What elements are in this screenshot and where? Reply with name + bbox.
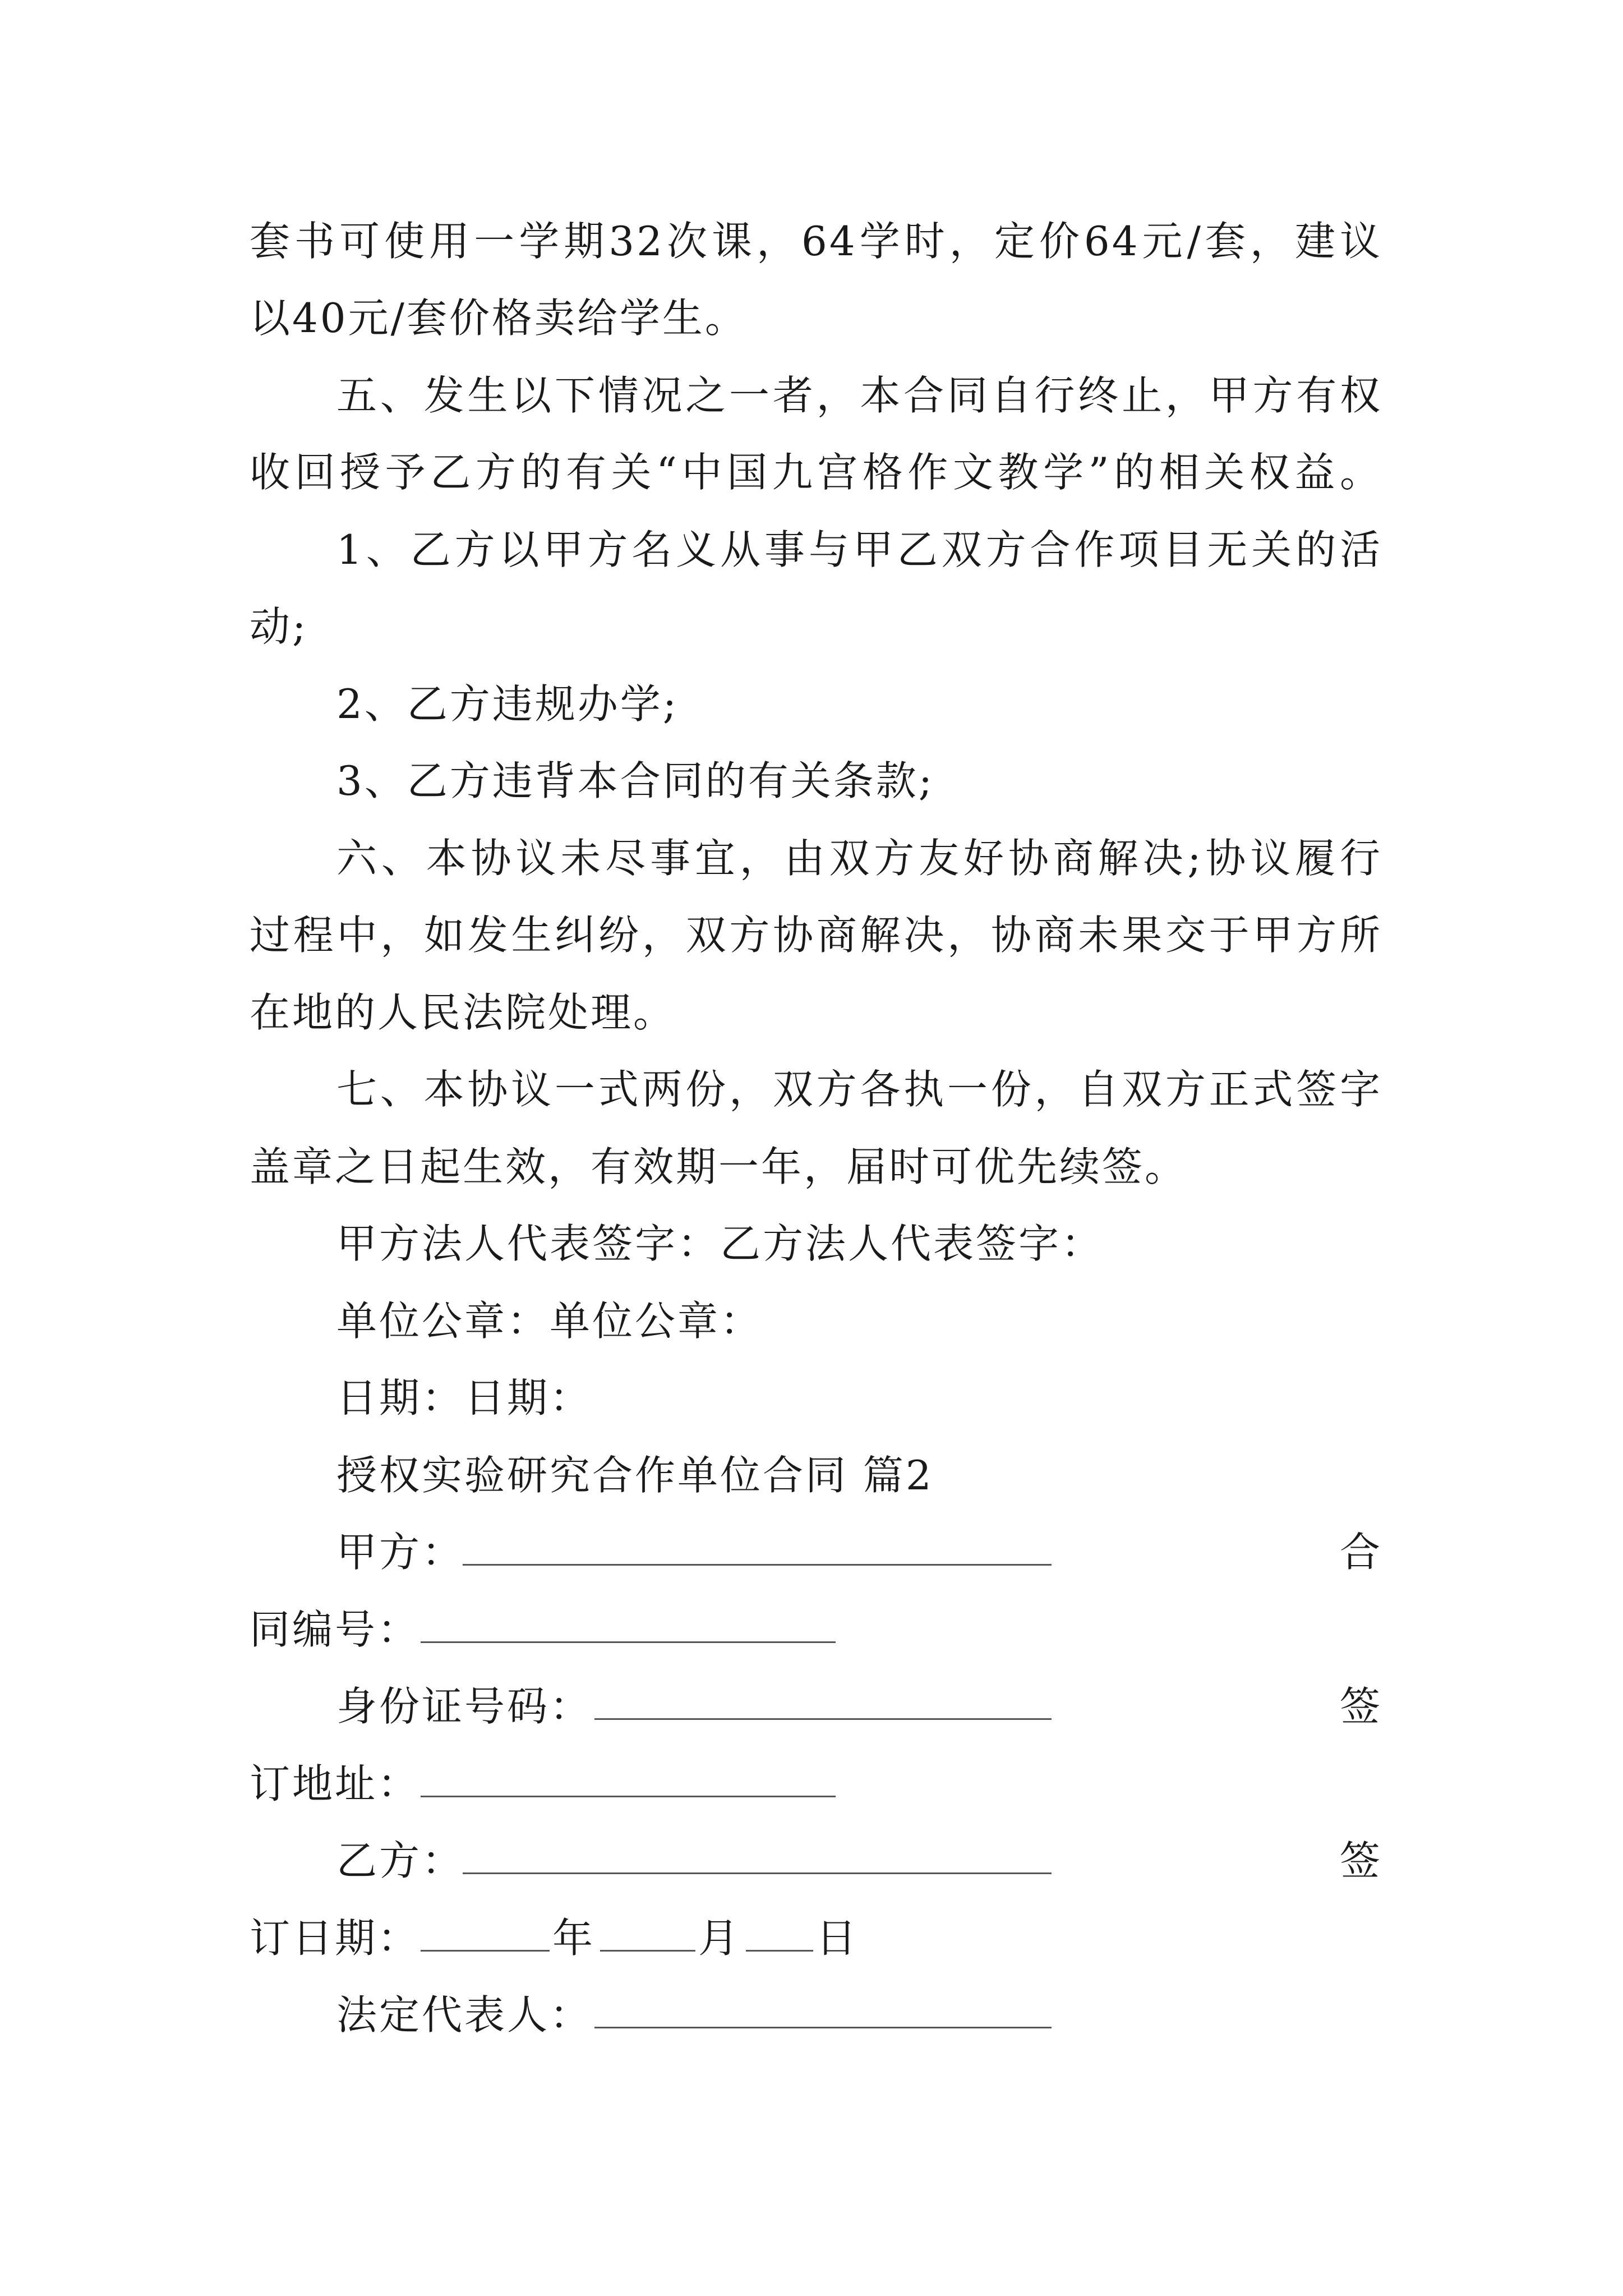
item-two: 2、乙方违规办学;: [336, 680, 679, 728]
party-b-row: [336, 1830, 1382, 1892]
sign-date-label: 订日期：: [250, 1915, 421, 1962]
item-one-line: 1、乙方以甲方名义从事与甲乙双方合作项目无关的活: [336, 526, 1382, 573]
month-blank[interactable]: [600, 1950, 695, 1952]
paragraph-line: 套书可使用一学期32次课，64学时，定价64元/套，建议: [250, 218, 1382, 265]
id-label: 身份证号码：: [336, 1683, 593, 1730]
item-one-line: 动;: [250, 603, 308, 650]
item-three: 3、乙方违背本合同的有关条款;: [336, 757, 935, 804]
legal-rep-label: 法定代表人：: [336, 1991, 593, 2039]
day-blank[interactable]: [746, 1950, 813, 1952]
sign-date-row: [250, 1907, 923, 1969]
party-b-label: 乙方：: [336, 1837, 465, 1884]
clause-six-line: 过程中，如发生纠纷，双方协商解决，协商未果交于甲方所: [250, 912, 1382, 959]
year-blank[interactable]: [421, 1950, 550, 1952]
sign-addr-blank[interactable]: [421, 1796, 836, 1797]
party-a-blank[interactable]: [463, 1564, 1052, 1566]
id-blank[interactable]: [594, 1718, 1052, 1720]
clause-seven-line: 七、本协议一式两份，双方各执一份，自双方正式签字: [336, 1066, 1382, 1113]
party-a-label: 甲方：: [336, 1529, 465, 1576]
day-unit: 日: [816, 1915, 859, 1962]
contract-no-label: 同编号：: [250, 1606, 421, 1653]
clause-six-line: 六、本协议未尽事宜，由双方友好协商解决;协议履行: [336, 835, 1382, 882]
sign-addr-label: 订地址：: [250, 1760, 421, 1807]
section-title: 授权实验研究合作单位合同 篇2: [336, 1452, 934, 1499]
party-a-row: [336, 1521, 1382, 1583]
party-b-blank[interactable]: [463, 1872, 1052, 1874]
year-unit: 年: [552, 1915, 596, 1962]
sign-addr-tail: 签: [1339, 1683, 1382, 1730]
month-unit: 月: [698, 1915, 741, 1962]
sign-addr-row: [250, 1753, 838, 1815]
seal-line: 单位公章：单位公章：: [336, 1297, 763, 1345]
clause-six-line: 在地的人民法院处理。: [250, 989, 676, 1036]
sign-date-tail: 签: [1339, 1837, 1382, 1884]
legal-rep-row: [336, 1984, 1382, 2046]
date-line: 日期：日期：: [336, 1374, 593, 1421]
clause-five-line: 收回授予乙方的有关“中国九宫格作文教学”的相关权益。: [250, 449, 1382, 496]
legal-rep-blank[interactable]: [594, 2027, 1052, 2028]
id-row: [336, 1676, 1382, 1737]
contract-no-blank[interactable]: [421, 1641, 836, 1643]
signature-line: 甲方法人代表签字：乙方法人代表签字：: [336, 1220, 1104, 1267]
clause-five-line: 五、发生以下情况之一者，本合同自行终止，甲方有权: [336, 372, 1382, 419]
clause-seven-line: 盖章之日起生效，有效期一年，届时可优先续签。: [250, 1143, 1188, 1190]
contract-no-row: [250, 1599, 838, 1660]
paragraph-line: 以40元/套价格卖给学生。: [250, 295, 748, 342]
contract-no-tail: 合: [1339, 1529, 1382, 1576]
